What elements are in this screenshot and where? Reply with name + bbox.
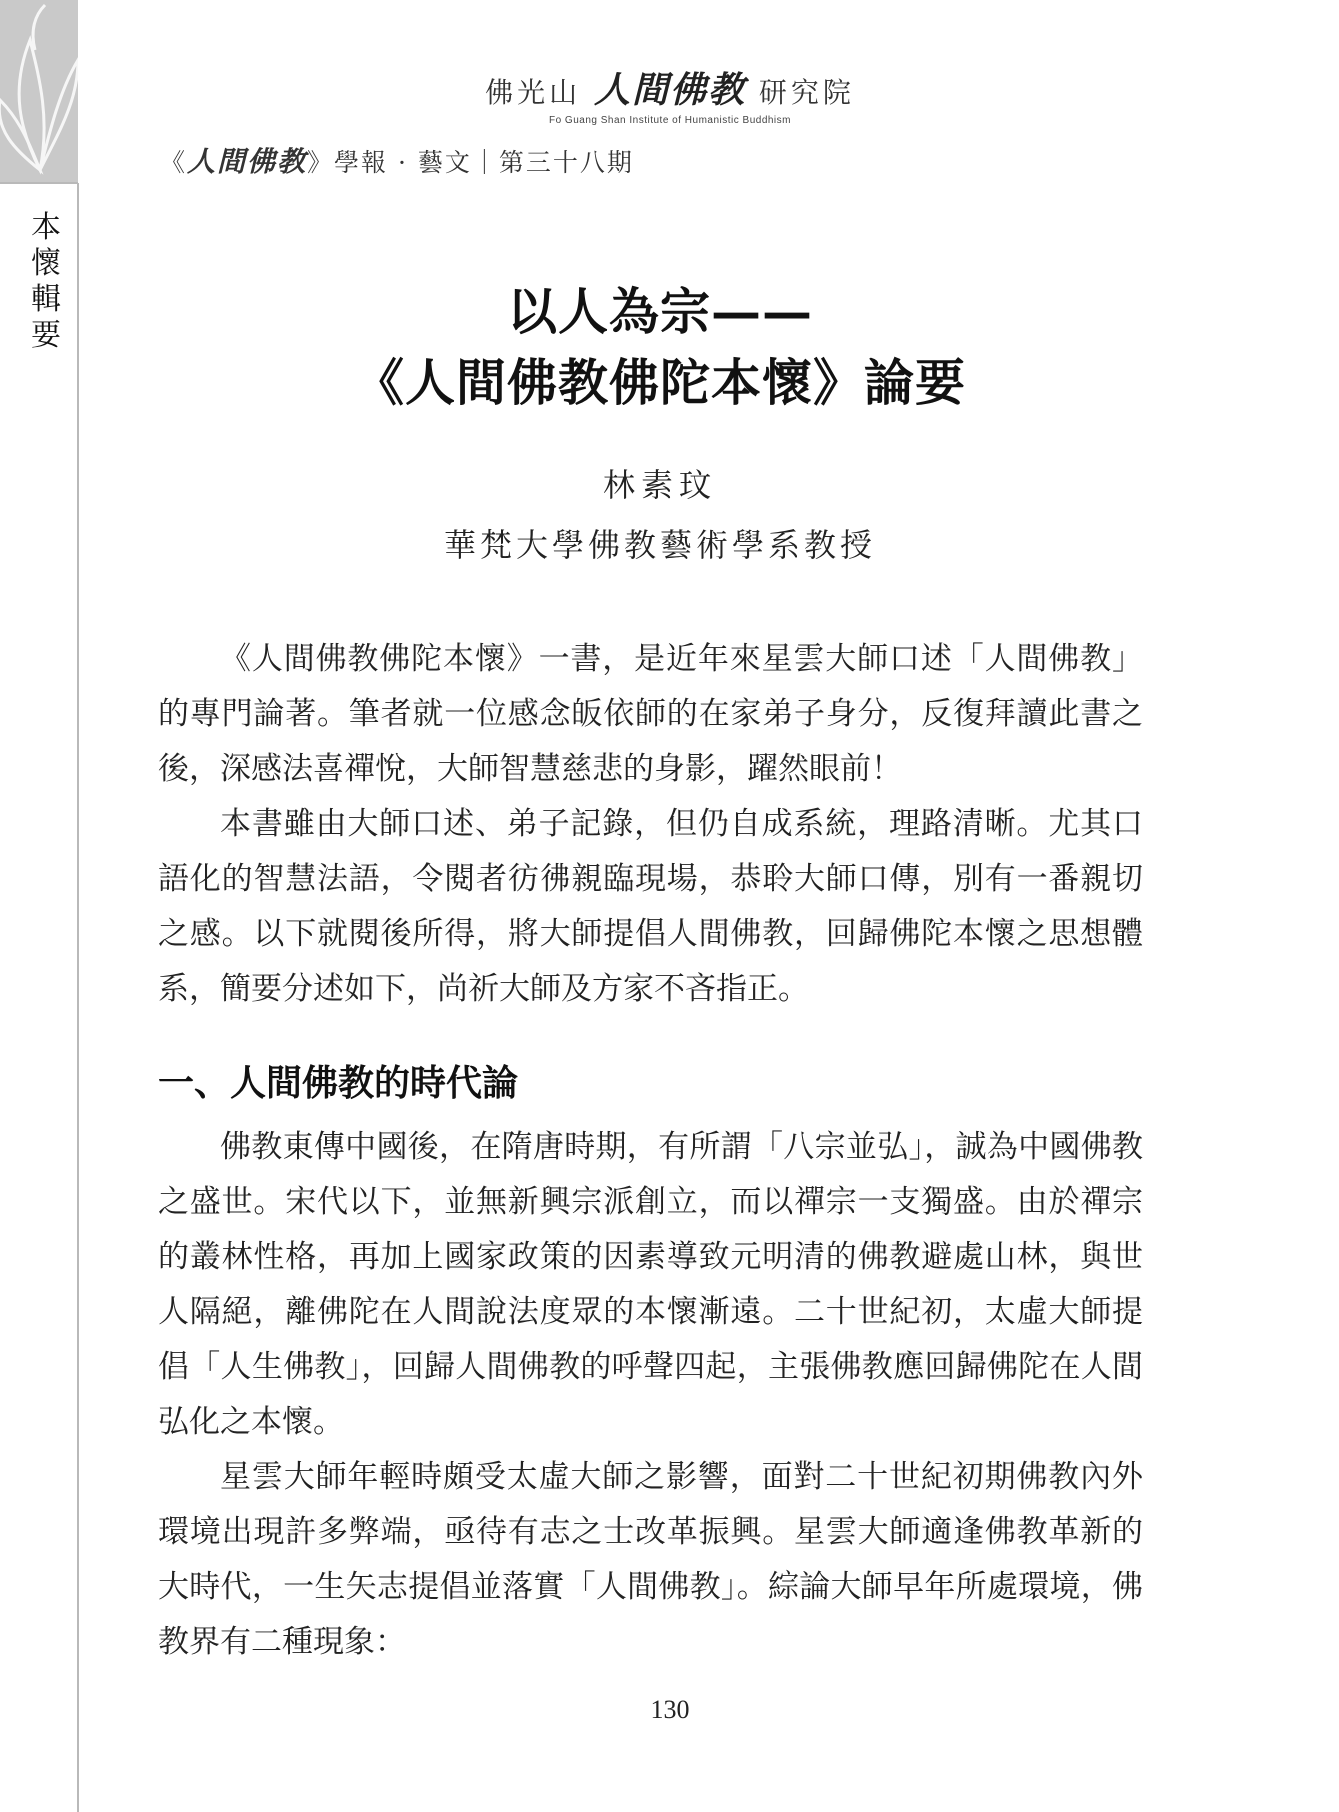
author-affiliation: 華梵大學佛教藝術學系教授: [443, 526, 876, 564]
paragraph: 《人間佛教佛陀本懷》一書，是近年來星雲大師口述「人間佛教」的專門論著。筆者就一位感念皈依師的在家弟子身分，反復拜讀此書之後，深感法喜禪悅，大師智慧慈悲的身影，躍然眼前！: [158, 641, 1143, 787]
margin-rule: [77, 183, 79, 1812]
institute-prefix: 佛光山: [485, 76, 582, 109]
journal-logo-script: 人間佛教: [187, 145, 308, 178]
lotus-flower-icon: [0, 0, 78, 183]
institute-logo-script: 人間佛教: [593, 69, 746, 111]
section-body: [158, 1120, 1143, 1670]
page-number: 130: [650, 1695, 690, 1724]
journal-header: [160, 140, 634, 180]
journal-issue: 》學報 · 藝文｜第三十八期: [307, 148, 634, 177]
institute-english-name: Fo Guang Shan Institute of Humanistic Buddhism: [548, 115, 791, 126]
paragraph: 本書雖由大師口述、弟子記錄，但仍自成系統，理路清晰。尤其口語化的智慧法語，令閱者彷彿親臨現場，恭聆大師口傳，別有一番親切之感。以下就閱後所得，將大師提倡人間佛教，回歸佛陀本懷之思想體系，簡要分述如下，尚祈大師及方家不吝指正。: [158, 806, 1143, 1007]
paragraph: 佛教東傳中國後，在隋唐時期，有所謂「八宗並弘」，誠為中國佛教之盛世。宋代以下，並無新興宗派創立，而以禪宗一支獨盛。由於禪宗的叢林性格，再加上國家政策的因素導致元明清的佛教避處山林，與世人隔絕，離佛陀在人間說法度眾的本懷漸遠。二十世紀初，太虛大師提倡「人生佛教」，回歸人間佛教的呼聲四起，主張佛教應回歸佛陀在人間弘化之本懷。: [158, 1129, 1143, 1440]
article-title-line2: 《人間佛教佛陀本懷》論要: [354, 353, 966, 412]
institute-header: [450, 62, 890, 126]
article-title-line1: 以人為宗——: [507, 282, 813, 341]
institute-name: [450, 62, 890, 113]
intro-body: [158, 632, 1143, 1017]
corner-band: [0, 0, 78, 183]
author-name: 林素玟: [602, 466, 717, 504]
institute-suffix: 研究院: [758, 76, 855, 109]
corner-rule: [0, 182, 78, 184]
section-heading: 一、人間佛教的時代論: [158, 1062, 519, 1104]
section-side-label: 本懷輯要: [31, 210, 61, 353]
journal-open: 《: [160, 148, 188, 177]
paragraph: 星雲大師年輕時頗受太虛大師之影響，面對二十世紀初期佛教內外環境出現許多弊端，亟待有志之士改革振興。星雲大師適逢佛教革新的大時代，一生矢志提倡並落實「人間佛教」。綜論大師早年所處環境，佛教界有二種現象：: [158, 1459, 1143, 1660]
